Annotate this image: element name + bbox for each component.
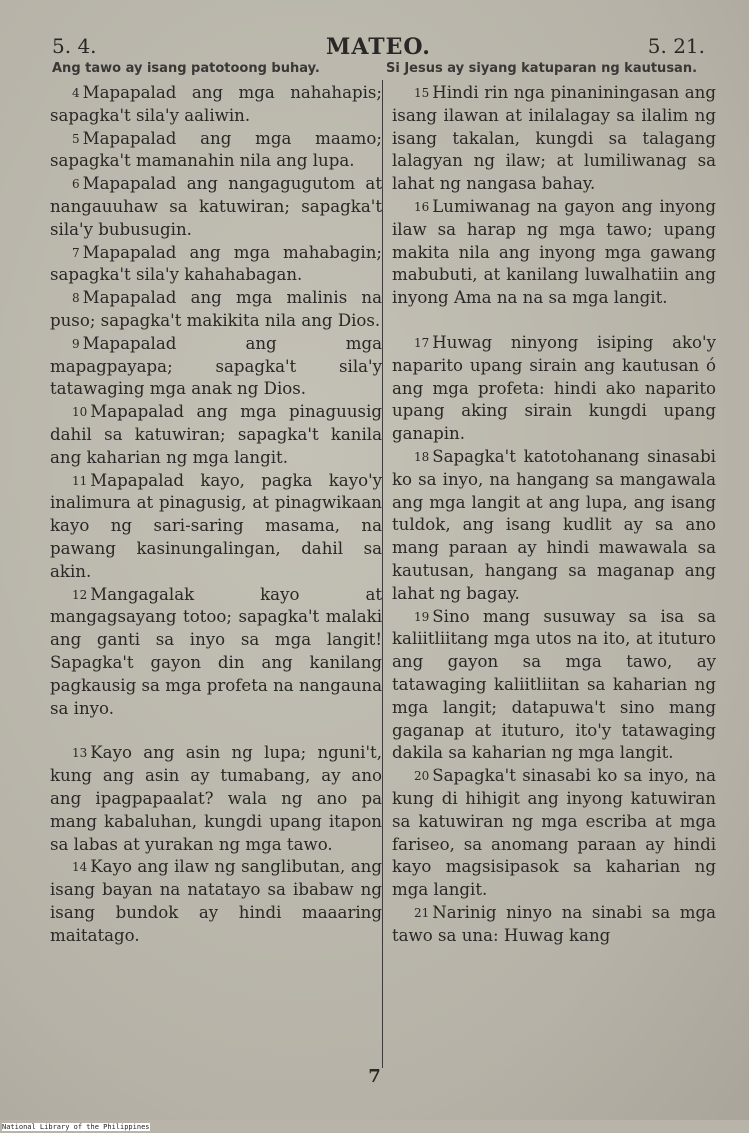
library-credit: National Library of the Philippines [2, 1123, 150, 1131]
verse [392, 606, 716, 766]
verse [50, 287, 382, 333]
verse [392, 446, 716, 606]
verse-number: 11 [72, 473, 88, 488]
verse-text: Huwag ninyong isiping ako'y naparito upang sirain ang kautusan ó ang mga profeta: hindi ako naparito upang aking sirain kungdi upang ganapin. [392, 332, 716, 444]
verse-text: Mangagalak kayo at mangagsayang totoo; sapagka't malaki ang ganti sa inyo sa mga langit! Sapagka't gayon din ang kanilang pagkausig sa mga profeta na nangauna sa inyo. [50, 584, 382, 718]
verse-text: Lumiwanag na gayon ang inyong ilaw sa harap ng mga tawo; upang makita nila ang inyong mga gawang mabubuti, at kanilang luwalhatiin ang inyong Ama na na sa mga langit. [392, 196, 716, 308]
right-column [392, 82, 716, 947]
verse-text: Mapapalad ang nangagugutom at nangauuhaw sa katuwiran; sapagka't sila'y bubusugin. [50, 174, 382, 239]
running-header [52, 34, 705, 60]
verse-text: Kayo ang ilaw ng sanglibutan, ang isang bayan na natatayo sa ibabaw ng isang bundok ay hindi maaaring maitatago. [50, 857, 382, 945]
verse-number: 17 [414, 335, 430, 350]
verse-text: Mapapalad ang mga nahahapis; sapagka't sila'y aaliwin. [50, 83, 382, 125]
book-title: MATEO. [326, 34, 431, 60]
header-chapter-start: 5. 4. [52, 34, 97, 58]
verse [50, 82, 382, 128]
header-chapter-end: 5. 21. [647, 34, 705, 58]
verse [392, 332, 716, 446]
verse-number: 14 [72, 860, 88, 875]
verse [50, 333, 382, 401]
verse [392, 902, 716, 948]
verse-number: 15 [414, 86, 430, 100]
verse-text: Sino mang susuway sa isa sa kaliitliitang mga utos na ito, at ituturo ang gayon sa mga tawo, ay tatawaging kaliitliitan sa kaharian ng mga langit; datapuwa't sino mang gaganap at ituturo, ito'y tatawaging dakila sa kaharian ng mga langit. [392, 606, 716, 763]
verse-number: 21 [414, 905, 430, 920]
verse-number: 12 [72, 587, 88, 602]
verse-number: 8 [72, 291, 80, 306]
verse-number: 5 [72, 131, 80, 146]
verse [50, 584, 382, 721]
verse [50, 173, 382, 241]
verse [50, 742, 382, 856]
left-subheading: Ang tawo ay isang patotoong buhay. [52, 61, 320, 76]
verse [50, 401, 382, 469]
verse-text: Mapapalad ang mga malinis na puso; sapagka't makikita nila ang Dios. [50, 288, 382, 330]
verse-text: Mapapalad ang mga mahabagin; sapagka't sila'y kahahabagan. [50, 242, 382, 285]
verse-text: Mapapalad ang mga maamo; sapagka't mamanahin nila ang lupa. [50, 128, 382, 171]
verse [392, 82, 716, 196]
page-number: 7 [368, 1066, 381, 1087]
verse-number: 6 [72, 177, 80, 192]
verse [50, 470, 382, 584]
verse-number: 9 [72, 336, 80, 351]
right-subheading: Si Jesus ay siyang katuparan ng kautusan. [386, 61, 698, 76]
verse-number: 13 [72, 746, 88, 761]
verse-text: Mapapalad ang mga mapagpayapa; sapagka't sila'y tatawaging mga anak ng Dios. [50, 333, 382, 399]
verse-number: 10 [72, 405, 88, 420]
verse [50, 128, 382, 174]
verse-text: Sapagka't sinasabi ko sa inyo, na kung di hihigit ang inyong katuwiran sa katuwiran ng mga escriba at mga fariseo, sa anomang paraan ay hindi kayo magsisipasok sa kaharian ng mga langit. [392, 766, 716, 900]
verse-number: 4 [72, 86, 80, 100]
verse-text: Mapapalad ang mga pinaguusig dahil sa katuwiran; sapagka't kanila ang kaharian ng mga langit. [50, 402, 382, 467]
verse [392, 765, 716, 902]
verse-text: Sapagka't katotohanang sinasabi ko sa inyo, na hangang sa mangawala ang mga langit at ang lupa, ang isang tuldok, ang isang kudlit ay sa ano mang paraan ay hindi mawawala sa kautusan, hangang sa maganap ang lahat ng bagay. [392, 446, 716, 603]
verse-text: Narinig ninyo na sinabi sa mga tawo sa una: Huwag kang [392, 902, 716, 945]
verse-number: 16 [414, 199, 430, 214]
verse-number: 19 [414, 609, 430, 624]
verse-number: 20 [414, 769, 430, 784]
verse-text: Kayo ang asin ng lupa; nguni't, kung ang asin ay tumabang, ay ano ang ipagpapaalat? wala ng ano pa mang kabaluhan, kungdi upang itapon sa labas at yurakan ng mga tawo. [50, 743, 382, 854]
verse [392, 196, 716, 310]
verse [50, 856, 382, 947]
verse-number: 18 [414, 449, 430, 464]
verse-text: Hindi rin nga pinaniningasan ang isang ilawan at inilalagay sa ilalim ng isang takalan, kungdi sa talagang lalagyan ng ilaw; at lumiliwanag sa lahat ng nangasa bahay. [392, 83, 716, 194]
verse-number: 7 [72, 245, 80, 260]
left-column [50, 82, 382, 947]
verse [50, 242, 382, 288]
verse-text: Mapapalad kayo, pagka kayo'y inalimura at pinagusig, at pinagwikaan kayo ng sari-saring masama, na pawang kasinungalingan, dahil sa akin. [50, 470, 382, 581]
column-divider [382, 80, 383, 1068]
